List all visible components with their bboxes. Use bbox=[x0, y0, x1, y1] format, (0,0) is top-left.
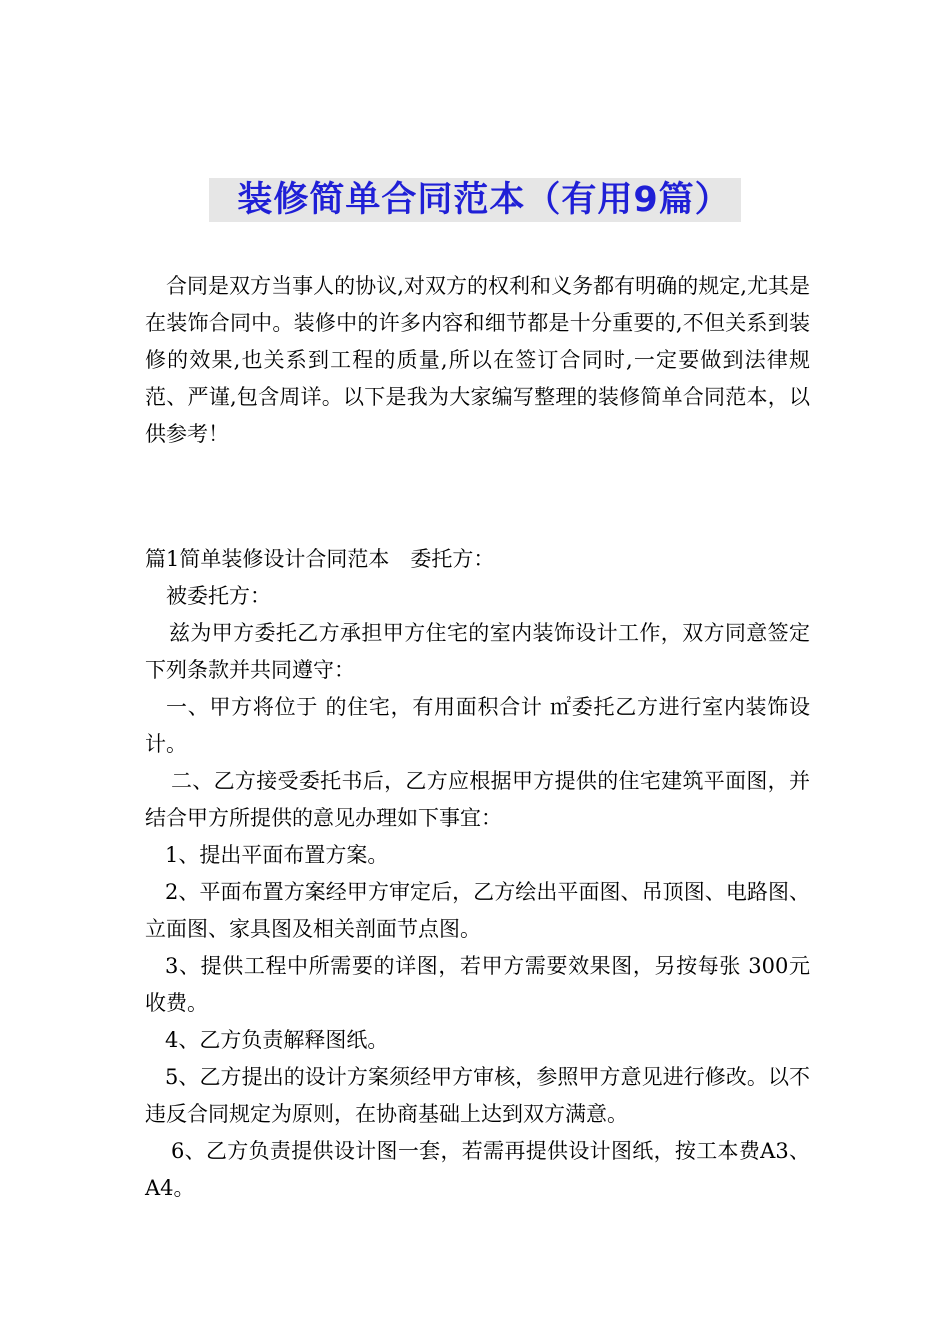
paragraph-preamble: 兹为甲方委托乙方承担甲方住宅的室内装饰设计工作，双方同意签定下列条款并共同遵守： bbox=[145, 621, 810, 682]
section-spacer bbox=[145, 453, 810, 541]
paragraph-item-3: 3、提供工程中所需要的详图，若甲方需要效果图，另按每张 300元收费。 bbox=[145, 954, 810, 1015]
paragraph-clause-2: 二、乙方接受委托书后，乙方应根据甲方提供的住宅建筑平面图，并结合甲方所提供的意见办理如下事宜： bbox=[145, 769, 810, 830]
paragraph-item-2: 2、平面布置方案经甲方审定后，乙方绘出平面图、吊顶图、电路图、立面图、家具图及相关剖面节点图。 bbox=[145, 880, 810, 941]
paragraph-item-6: 6、乙方负责提供设计图一套，若需再提供设计图纸，按工本费A3、A4。 bbox=[145, 1139, 810, 1200]
title-container bbox=[0, 178, 950, 222]
document-title: 装修简单合同范本（有用9篇） bbox=[209, 178, 740, 222]
paragraph-clause-1: 一、甲方将位于 的住宅，有用面积合计 ㎡委托乙方进行室内装饰设计。 bbox=[145, 695, 810, 756]
paragraph-entrusted-party: 被委托方： bbox=[166, 584, 271, 608]
paragraph-item-1: 1、提出平面布置方案。 bbox=[165, 843, 389, 867]
intro-paragraph: 合同是双方当事人的协议,对双方的权利和义务都有明确的规定,尤其是在装饰合同中。装修中的许多内容和细节都是十分重要的,不但关系到装修的效果,也关系到工程的质量,所以在签订合同时,一定要做到法律规范、严谨,包含周详。以下是我为大家编写整理的装修简单合同范本，以供参考！ bbox=[145, 274, 810, 446]
paragraph-item-4: 4、乙方负责解释图纸。 bbox=[165, 1028, 389, 1052]
section-heading: 篇1简单装修设计合同范本 委托方： bbox=[145, 547, 495, 571]
paragraph-item-5: 5、乙方提出的设计方案须经甲方审核，参照甲方意见进行修改。以不违反合同规定为原则，在协商基础上达到双方满意。 bbox=[145, 1065, 810, 1126]
document-body bbox=[145, 268, 810, 1207]
